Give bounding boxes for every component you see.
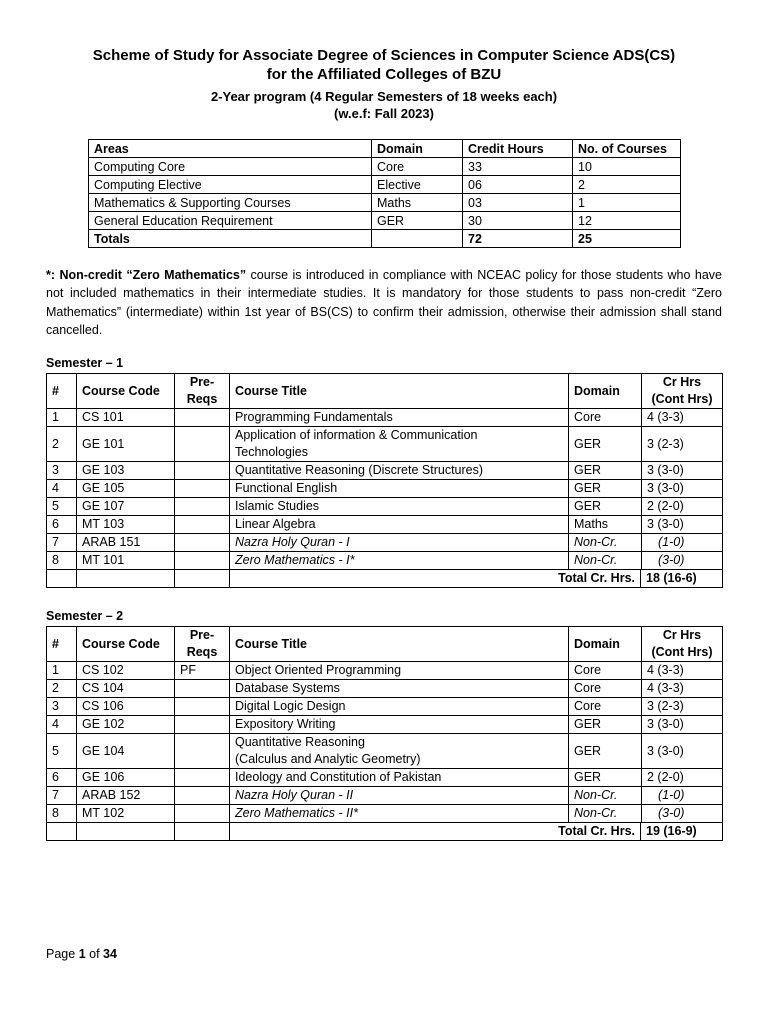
course-title-text: Database Systems: [235, 681, 340, 695]
table-cell: 2: [573, 176, 681, 194]
table-cell: 03: [463, 194, 573, 212]
course-code: GE 105: [77, 480, 175, 498]
table-cell: 06: [463, 176, 573, 194]
table-row: [89, 176, 681, 194]
course-number: 6: [47, 769, 77, 787]
table-row: [47, 662, 723, 680]
course-title-line2: Technologies: [235, 445, 308, 459]
column-header-domain: Domain: [569, 627, 642, 662]
course-number: 3: [47, 462, 77, 480]
course-prereq: [175, 734, 230, 769]
semester-total-inner-row: [230, 823, 722, 840]
table-row: [47, 409, 723, 427]
course-number: 4: [47, 480, 77, 498]
table-cell: Core: [372, 158, 463, 176]
course-title-line1: Quantitative Reasoning: [235, 735, 365, 749]
course-credit-hours: 4 (3-3): [642, 409, 723, 427]
semester-total-label: Total Cr. Hrs.: [230, 570, 641, 587]
table-cell: [77, 570, 175, 588]
course-code: CS 106: [77, 698, 175, 716]
column-header-credit-hours: [642, 374, 723, 409]
course-prereq: [175, 462, 230, 480]
course-title-text: Zero Mathematics - I*: [235, 553, 355, 567]
table-row: [47, 698, 723, 716]
course-number: 5: [47, 734, 77, 769]
semester-total-inner-row: [230, 570, 722, 587]
table-row: [47, 716, 723, 734]
note-bold-lead: *: Non-credit “Zero Mathematics”: [46, 268, 247, 282]
course-title: [230, 716, 569, 734]
course-title: [230, 680, 569, 698]
course-domain: Non-Cr.: [569, 787, 642, 805]
course-code: CS 104: [77, 680, 175, 698]
course-prereq: [175, 716, 230, 734]
course-domain: GER: [569, 480, 642, 498]
course-credit-hours: 3 (2-3): [642, 427, 723, 462]
column-header-number: #: [47, 627, 77, 662]
course-code: GE 104: [77, 734, 175, 769]
table-cell: [47, 823, 77, 841]
course-title-text: Ideology and Constitution of Pakistan: [235, 770, 442, 784]
table-row: [47, 552, 723, 570]
column-header: Areas: [89, 140, 372, 158]
cr-header-line2: (Cont Hrs): [651, 645, 713, 659]
course-title-text: Nazra Holy Quran - II: [235, 788, 354, 802]
table-row: [47, 462, 723, 480]
column-header: No. of Courses: [573, 140, 681, 158]
course-prereq: PF: [175, 662, 230, 680]
table-row: [47, 534, 723, 552]
table-cell: Maths: [372, 194, 463, 212]
cr-header-line1: Cr Hrs: [662, 628, 702, 642]
course-prereq: [175, 552, 230, 570]
course-credit-hours: 3 (3-0): [642, 480, 723, 498]
totals-row: [89, 230, 681, 248]
course-domain: GER: [569, 769, 642, 787]
course-credit-hours: (3-0): [642, 805, 723, 823]
course-title-text: Digital Logic Design: [235, 699, 346, 713]
semester-total-value: 18 (16-6): [646, 571, 697, 585]
course-credit-hours: (3-0): [642, 552, 723, 570]
course-title-text: Object Oriented Programming: [235, 663, 402, 677]
course-domain: Core: [569, 698, 642, 716]
document-subtitle: 2-Year program (4 Regular Semesters of 18 weeks each): [210, 89, 558, 104]
course-title-text: Nazra Holy Quran - I: [235, 535, 350, 549]
course-title: [230, 516, 569, 534]
course-title-text: Functional English: [235, 481, 338, 495]
table-row: [47, 787, 723, 805]
prereq-header-line1: Pre-: [189, 628, 215, 642]
semester-1-label: Semester – 1: [46, 356, 124, 370]
course-credit-hours: 3 (3-0): [642, 516, 723, 534]
course-title: [230, 698, 569, 716]
course-code: GE 106: [77, 769, 175, 787]
semester-1-table: [46, 373, 723, 588]
table-row: [47, 734, 723, 769]
column-header-prereqs: [175, 374, 230, 409]
course-domain: GER: [569, 498, 642, 516]
table-row: [47, 480, 723, 498]
course-credit-hours: (1-0): [642, 787, 723, 805]
course-title: [230, 787, 569, 805]
totals-credit-hours: 72: [463, 230, 573, 248]
page-number: [46, 947, 117, 961]
prereq-header-line2: Reqs: [186, 645, 218, 659]
course-credit-hours: 3 (3-0): [642, 462, 723, 480]
semester-total-row: [47, 823, 723, 841]
course-credit-hours: 3 (2-3): [642, 698, 723, 716]
table-cell: Computing Elective: [89, 176, 372, 194]
semester-total: [230, 823, 723, 841]
course-code: ARAB 152: [77, 787, 175, 805]
course-number: 8: [47, 805, 77, 823]
course-domain: Core: [569, 662, 642, 680]
column-header-number: #: [47, 374, 77, 409]
course-title-text: Islamic Studies: [235, 499, 320, 513]
course-number: 7: [47, 787, 77, 805]
table-cell: Mathematics & Supporting Courses: [89, 194, 372, 212]
table-cell: [175, 570, 230, 588]
semester-header-row: [47, 627, 723, 662]
course-title-text: Quantitative Reasoning (Discrete Structures): [235, 463, 484, 477]
course-title: [230, 662, 569, 680]
document-title-line2: for the Affiliated Colleges of BZU: [266, 66, 502, 83]
course-title: [230, 480, 569, 498]
zero-mathematics-note: [46, 266, 722, 339]
note-text: course is introduced in compliance with NCEAC policy for those students who have not included mathematics in their intermediate studies. It is mandatory for those students to pass non-credit “Zero Mathematics” (intermediate) within 1st year of BS(CS) to confirm their admission, otherwise their admission shall stand cancelled.: [46, 268, 722, 337]
course-title: [230, 734, 569, 769]
table-row: [89, 194, 681, 212]
table-cell: 10: [573, 158, 681, 176]
course-domain: Non-Cr.: [569, 805, 642, 823]
semester-header-row: [47, 374, 723, 409]
table-row: [89, 158, 681, 176]
areas-table: [88, 139, 681, 248]
course-code: GE 102: [77, 716, 175, 734]
totals-cell: [372, 230, 463, 248]
course-domain: GER: [569, 462, 642, 480]
table-row: [89, 212, 681, 230]
course-prereq: [175, 769, 230, 787]
column-header-domain: Domain: [569, 374, 642, 409]
column-header-prereqs: [175, 627, 230, 662]
document-title-line1: Scheme of Study for Associate Degree of Sciences in Computer Science ADS(CS): [92, 47, 676, 64]
course-credit-hours: 3 (3-0): [642, 716, 723, 734]
table-cell: 33: [463, 158, 573, 176]
column-header: Domain: [372, 140, 463, 158]
table-cell: [47, 570, 77, 588]
page-current: 1: [78, 947, 86, 961]
table-row: [47, 805, 723, 823]
column-header-course-title: Course Title: [230, 374, 569, 409]
table-row: [47, 769, 723, 787]
course-title: [230, 462, 569, 480]
course-domain: Non-Cr.: [569, 534, 642, 552]
course-prereq: [175, 805, 230, 823]
table-row: [47, 427, 723, 462]
semester-total-inner: [230, 823, 722, 840]
course-number: 1: [47, 409, 77, 427]
totals-label: Totals: [89, 230, 372, 248]
course-prereq: [175, 534, 230, 552]
table-row: [47, 680, 723, 698]
course-domain: Maths: [569, 516, 642, 534]
cr-header-line1: Cr Hrs: [662, 375, 702, 389]
course-domain: GER: [569, 716, 642, 734]
course-title: [230, 498, 569, 516]
semester-total-label: Total Cr. Hrs.: [230, 823, 641, 840]
column-header-course-code: Course Code: [77, 374, 175, 409]
page-word: Page: [46, 947, 76, 961]
course-number: 2: [47, 680, 77, 698]
course-number: 5: [47, 498, 77, 516]
course-number: 3: [47, 698, 77, 716]
column-header-course-title: Course Title: [230, 627, 569, 662]
course-title-line1: Application of information & Communication: [235, 428, 478, 442]
semester-total: [230, 570, 723, 588]
page-total: 34: [103, 947, 117, 961]
table-cell: 12: [573, 212, 681, 230]
course-title: [230, 769, 569, 787]
course-title: [230, 552, 569, 570]
course-number: 8: [47, 552, 77, 570]
course-prereq: [175, 680, 230, 698]
course-prereq: [175, 427, 230, 462]
course-number: 4: [47, 716, 77, 734]
prereq-header-line1: Pre-: [189, 375, 215, 389]
table-cell: General Education Requirement: [89, 212, 372, 230]
course-prereq: [175, 698, 230, 716]
course-domain: Core: [569, 409, 642, 427]
course-credit-hours: (1-0): [642, 534, 723, 552]
course-code: GE 103: [77, 462, 175, 480]
table-cell: 30: [463, 212, 573, 230]
course-code: CS 101: [77, 409, 175, 427]
course-title: [230, 409, 569, 427]
course-title-text: Expository Writing: [235, 717, 336, 731]
course-credit-hours: 3 (3-0): [642, 734, 723, 769]
course-title-text: Programming Fundamentals: [235, 410, 393, 424]
course-number: 6: [47, 516, 77, 534]
table-cell: GER: [372, 212, 463, 230]
effective-date: (w.e.f: Fall 2023): [334, 106, 434, 121]
table-row: [47, 498, 723, 516]
course-title-line2: (Calculus and Analytic Geometry): [235, 752, 421, 766]
course-code: MT 103: [77, 516, 175, 534]
course-code: CS 102: [77, 662, 175, 680]
table-header-row: [89, 140, 681, 158]
semester-total-row: [47, 570, 723, 588]
course-credit-hours: 4 (3-3): [642, 662, 723, 680]
course-prereq: [175, 409, 230, 427]
course-number: 1: [47, 662, 77, 680]
column-header-credit-hours: [642, 627, 723, 662]
course-credit-hours: 2 (2-0): [642, 769, 723, 787]
course-domain: Non-Cr.: [569, 552, 642, 570]
course-prereq: [175, 480, 230, 498]
course-domain: Core: [569, 680, 642, 698]
course-code: GE 107: [77, 498, 175, 516]
course-number: 2: [47, 427, 77, 462]
course-prereq: [175, 498, 230, 516]
table-cell: Elective: [372, 176, 463, 194]
page-of-word: of: [89, 947, 100, 961]
course-prereq: [175, 516, 230, 534]
table-cell: [175, 823, 230, 841]
course-code: ARAB 151: [77, 534, 175, 552]
course-credit-hours: 4 (3-3): [642, 680, 723, 698]
semester-2-label: Semester – 2: [46, 609, 124, 623]
course-number: 7: [47, 534, 77, 552]
course-title: [230, 805, 569, 823]
course-title: [230, 427, 569, 462]
course-domain: GER: [569, 734, 642, 769]
course-code: MT 102: [77, 805, 175, 823]
semester-total-inner: [230, 570, 722, 587]
semester-2-table: [46, 626, 723, 841]
course-code: GE 101: [77, 427, 175, 462]
course-prereq: [175, 787, 230, 805]
course-credit-hours: 2 (2-0): [642, 498, 723, 516]
course-title-text: Linear Algebra: [235, 517, 316, 531]
course-title: [230, 534, 569, 552]
table-cell: Computing Core: [89, 158, 372, 176]
table-cell: [77, 823, 175, 841]
table-row: [47, 516, 723, 534]
column-header: Credit Hours: [463, 140, 573, 158]
cr-header-line2: (Cont Hrs): [651, 392, 713, 406]
table-cell: 1: [573, 194, 681, 212]
course-title-text: Zero Mathematics - II*: [235, 806, 358, 820]
course-domain: GER: [569, 427, 642, 462]
totals-courses: 25: [573, 230, 681, 248]
column-header-course-code: Course Code: [77, 627, 175, 662]
course-code: MT 101: [77, 552, 175, 570]
prereq-header-line2: Reqs: [186, 392, 218, 406]
semester-total-value: 19 (16-9): [646, 824, 697, 838]
